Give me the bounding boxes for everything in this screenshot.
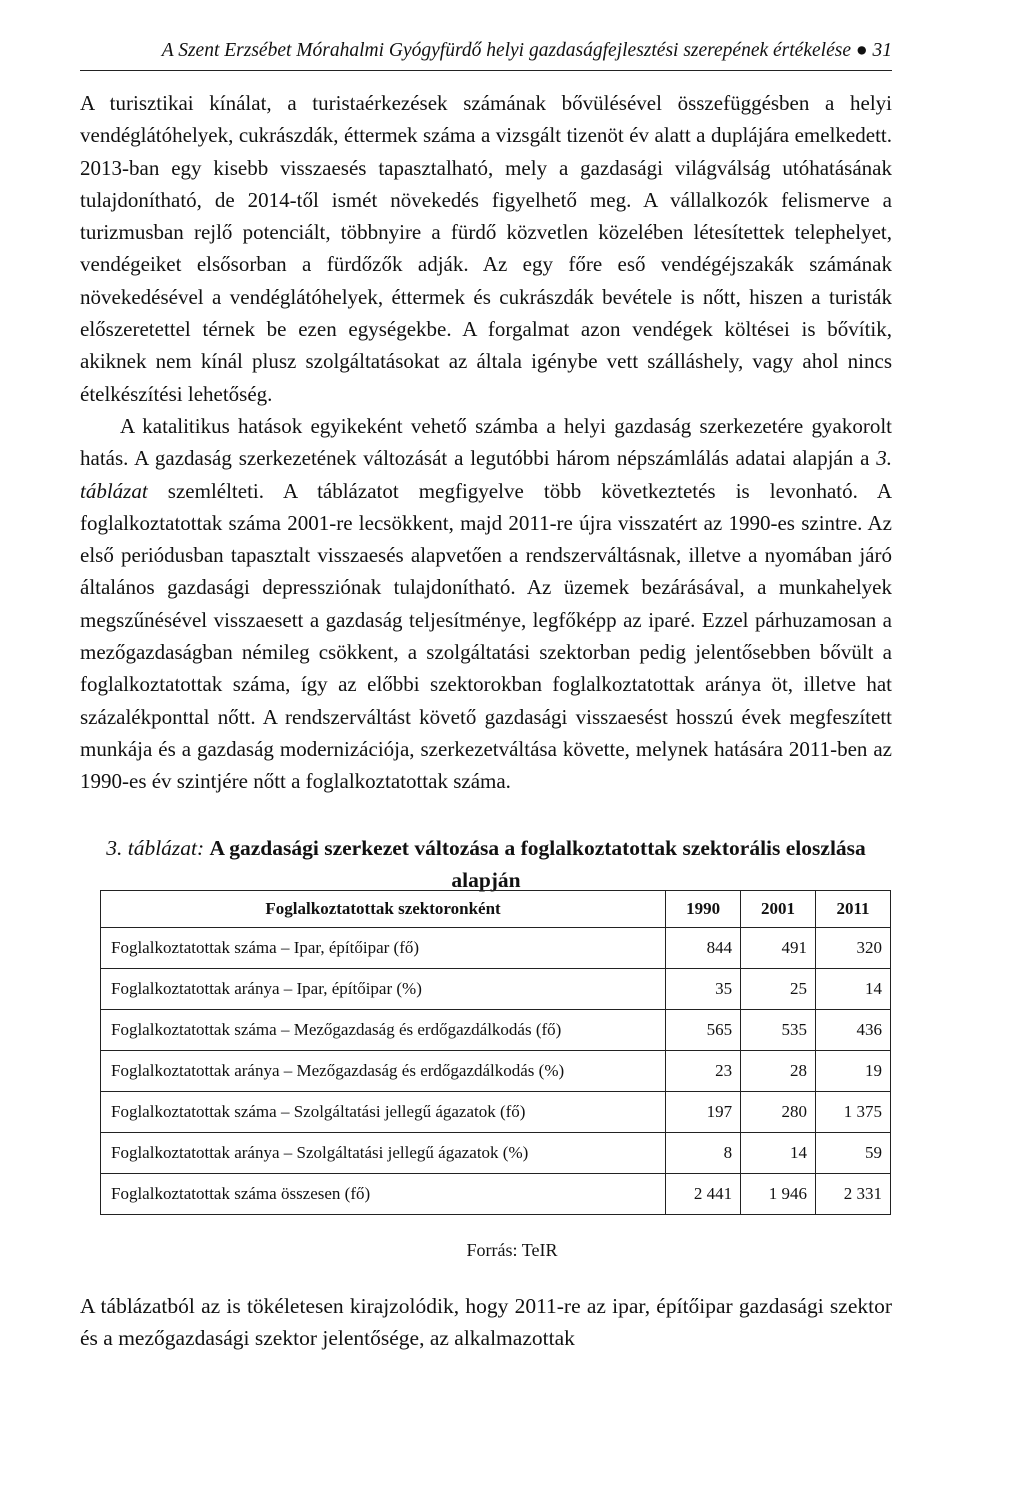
table-cell: 844	[666, 928, 741, 969]
paragraph-2	[80, 410, 892, 798]
table-cell: 35	[666, 969, 741, 1010]
table-row	[101, 1092, 891, 1133]
employment-table	[100, 890, 891, 1215]
column-header: 2011	[816, 891, 891, 928]
table-row	[101, 1051, 891, 1092]
row-label: Foglalkoztatottak száma – Mezőgazdaság és erdőgazdálkodás (fő)	[101, 1010, 666, 1051]
row-label: Foglalkoztatottak száma – Ipar, építőipar (fő)	[101, 928, 666, 969]
table-caption-title: A gazdasági szerkezet változása a foglalkoztatottak szektorális eloszlása alapján	[209, 836, 866, 892]
paragraph-1: A turisztikai kínálat, a turistaérkezések számának bővülésével összefüggésben a helyi vendéglátóhelyek, cukrászdák, éttermek száma a vizsgált tizenöt év alatt a duplájára emelkedett. 2013-ban egy kisebb visszaesés tapasztalható, mely a gazdasági világválság utóhatásának tulajdonítható, de 2014-től ismét növekedés figyelhető meg. A vállalkozók felismerve a turizmusban rejlő potenciált, többnyire a fürdő közvetlen közelében létesítettek telephelyet, vendégeiket elsősorban a fürdőzők adják. Az egy főre eső vendégéjszakák számának növekedésével a vendéglátóhelyek, éttermek és cukrászdák bevétele is nőtt, hiszen a turisták előszeretettel térnek be ezen egységekbe. A forgalmat azon vendégek költései is bővítik, akiknek nem kínál plusz szolgáltatásokat az általa igénybe vett szálláshely, vagy ahol nincs ételkészítési lehetőség.	[80, 91, 892, 406]
table-row	[101, 1174, 891, 1215]
table-cell: 28	[741, 1051, 816, 1092]
paragraph-2-after: szemlélteti. A táblázatot megfigyelve több következtetés is levonható. A foglalkoztatottak száma 2001-re lecsökkent, majd 2011-re újra visszatért az 1990-es szintre. Az első periódusban tapasztalt visszaesés alapvetően a rendszerváltásnak, illetve a nyomában járó általános gazdasági depressziónak tulajdonítható. Az üzemek bezárásával, a munkahelyek megszűnésével visszaesett a gazdaság teljesítménye, legfőképp az iparé. Ezzel párhuzamosan a mezőgazdaságban némileg csökkent, a szolgáltatási szektorban pedig jelentősebben bővült a foglalkoztatottak száma, így az előbbi szektorokban foglalkoztatottak aránya öt, illetve hat százalékponttal nőtt. A rendszerváltást követő gazdasági visszaesést hosszú évek megfeszített munkája és a gazdaság modernizációja, szerkezetváltása követte, melynek hatására 2011-ben az 1990-es év szintjére nőtt a foglalkoztatottak száma.	[80, 478, 892, 794]
table-source: Forrás: TeIR	[466, 1240, 558, 1260]
table-cell: 19	[816, 1051, 891, 1092]
header-title: A Szent Erzsébet Mórahalmi Gyógyfürdő helyi gazdaságfejlesztési szerepének értékelése	[161, 40, 851, 61]
table-reference: 3. táblázat	[80, 446, 892, 503]
table-cell: 1 946	[741, 1174, 816, 1215]
column-header: 2001	[741, 891, 816, 928]
table-cell: 280	[741, 1092, 816, 1133]
table-caption-label: 3. táblázat:	[106, 836, 205, 860]
running-header	[80, 40, 892, 71]
table-cell: 491	[741, 928, 816, 969]
table-row	[101, 1133, 891, 1174]
paragraph-2-before: A katalitikus hatások egyikeként vehető számba a helyi gazdaság szerkezetére gyakorolt hatás. A gazdaság szerkezetének változását a legutóbbi három népszámlálás adatai alapján a	[80, 414, 892, 471]
column-header: Foglalkoztatottak szektoronként	[101, 891, 666, 928]
table-caption	[80, 832, 892, 896]
table-cell: 23	[666, 1051, 741, 1092]
row-label: Foglalkoztatottak aránya – Szolgáltatási jellegű ágazatok (%)	[101, 1133, 666, 1174]
column-header: 1990	[666, 891, 741, 928]
table-cell: 1 375	[816, 1092, 891, 1133]
row-label: Foglalkoztatottak aránya – Ipar, építőipar (%)	[101, 969, 666, 1010]
table-cell: 14	[816, 969, 891, 1010]
table-cell: 320	[816, 928, 891, 969]
header-bullet: ●	[855, 40, 868, 61]
table-cell: 565	[666, 1010, 741, 1051]
table-cell: 436	[816, 1010, 891, 1051]
row-label: Foglalkoztatottak száma – Szolgáltatási jellegű ágazatok (fő)	[101, 1092, 666, 1133]
row-label: Foglalkoztatottak aránya – Mezőgazdaság és erdőgazdálkodás (%)	[101, 1051, 666, 1092]
table-header-row	[101, 891, 891, 928]
table-cell: 197	[666, 1092, 741, 1133]
table-cell: 25	[741, 969, 816, 1010]
row-label: Foglalkoztatottak száma összesen (fő)	[101, 1174, 666, 1215]
table-cell: 59	[816, 1133, 891, 1174]
table-cell: 2 441	[666, 1174, 741, 1215]
table-row	[101, 1010, 891, 1051]
table-cell: 2 331	[816, 1174, 891, 1215]
table-row	[101, 969, 891, 1010]
table-cell: 14	[741, 1133, 816, 1174]
table-cell: 535	[741, 1010, 816, 1051]
page-number: 31	[872, 40, 892, 61]
table-row	[101, 928, 891, 969]
paragraph-3: A táblázatból az is tökéletesen kirajzolódik, hogy 2011-re az ipar, építőipar gazdasági szektor és a mezőgazdasági szektor jelentősége, az alkalmazottak	[80, 1294, 892, 1350]
table-cell: 8	[666, 1133, 741, 1174]
